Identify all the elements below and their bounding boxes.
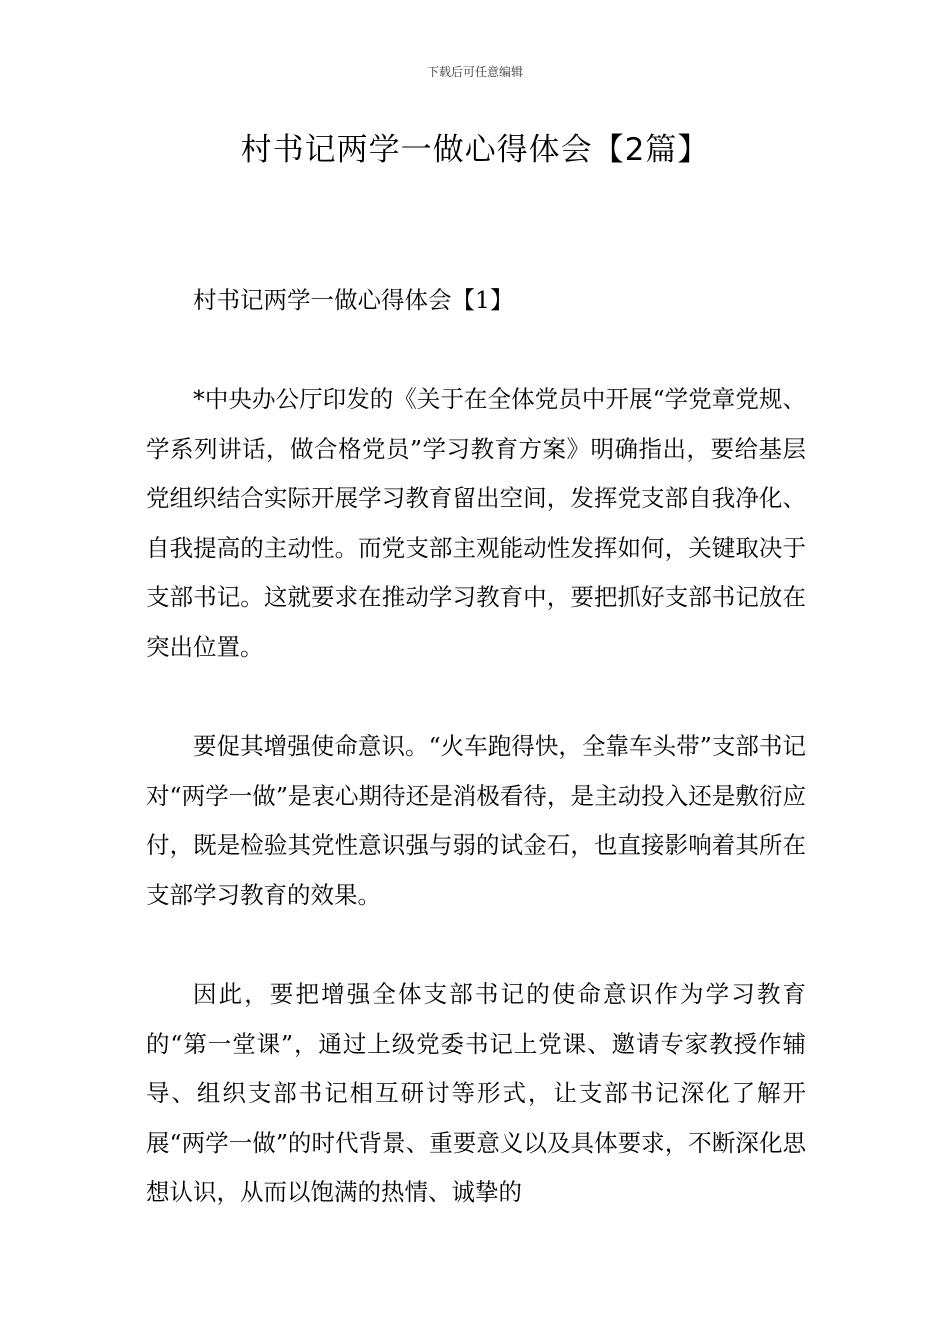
paragraph-3: 因此，要把增强全体支部书记的使命意识作为学习教育的“第一堂课”，通过上级党委书记上党课、邀请专家教授作辅导、组织支部书记相互研讨等形式，让支部书记深化了解开展“两学一做”的时代背景、重要意义以及具体要求，不断深化思想认识，从而以饱满的热情、诚挚的 <box>146 980 806 1206</box>
paragraph-1: *中央办公厅印发的《关于在全体党员中开展“学党章党规、学系列讲话，做合格党员”学习教育方案》明确指出，要给基层党组织结合实际开展学习教育留出空间，发挥党支部自我净化、自我提高的主动性。而党支部主观能动性发挥如何，关键取决于支部书记。这就要求在推动学习教育中，要把抓好支部书记放在突出位置。 <box>146 385 806 661</box>
paragraph-2: 要促其增强使命意识。“火车跑得快，全靠车头带”支部书记对“两学一做”是衷心期待还是消极看待，是主动投入还是敷衍应付，既是检验其党性意识强与弱的试金石，也直接影响着其所在支部学习教育的效果。 <box>146 732 806 909</box>
document-title: 村书记两学一做心得体会【2篇】 <box>240 132 710 168</box>
header-note: 下载后可任意编辑 <box>426 65 523 79</box>
section-title: 村书记两学一做心得体会【1】 <box>193 286 514 314</box>
